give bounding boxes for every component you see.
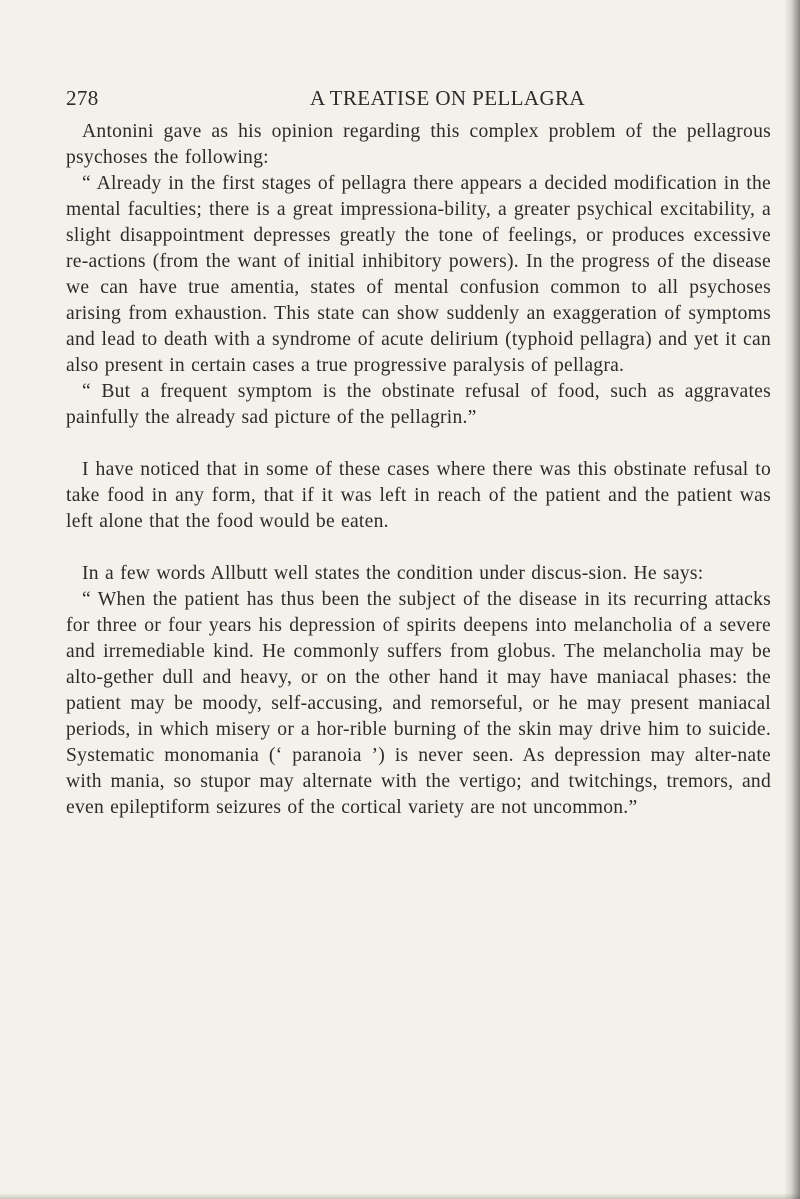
paragraph-allbutt-quote: “ When the patient has thus been the subject of the disease in its recurring attacks for three or four years his depression of spirits deepens into melancholia of a severe and irremediable kind. He commonly suffers from globus. The melancholia may be alto-gether dull and heavy, or on the other hand it may have maniacal phases: the patient may be moody, self-accusing, and remorseful, or he may present maniacal periods, in which misery or a hor-rible burning of the skin may drive him to suicide. Systematic monomania (‘ paranoia ’) is never seen. As depression may alter-nate with mania, so stupor may alternate with the vertigo; and twitchings, tremors, and even epileptiform seizures of the cortical variety are not uncommon.”	[66, 589, 771, 818]
paragraph-antonini-intro: Antonini gave as his opinion regarding this complex problem of the pellagrous psychoses the following:	[66, 121, 771, 168]
running-title: A TREATISE ON PELLAGRA	[310, 86, 586, 110]
page-bottom-shadow	[0, 1193, 800, 1199]
paragraph-allbutt-intro: In a few words Allbutt well states the condition under discus-sion. He says:	[82, 563, 704, 584]
body-text	[66, 119, 771, 821]
page-edge-shadow	[784, 0, 800, 1199]
paragraph-refusal-of-food: I have noticed that in some of these cases where there was this obstinate refusal to take food in any form, that if it was left in reach of the patient and the patient was left alone that the food would be eaten.	[66, 459, 771, 532]
paragraph-antonini-quote-end: “ But a frequent symptom is the obstinate refusal of food, such as aggravates painfully the already sad picture of the pellagrin.”	[66, 381, 771, 428]
page-number: 278	[66, 86, 99, 110]
running-header	[66, 86, 772, 112]
paragraph-antonini-quote: “ Already in the first stages of pellagra there appears a decided modification in the mental faculties; there is a great impressiona-bility, a greater psychical excitability, a slight disappointment depresses greatly the tone of feelings, or produces excessive re-actions (from the want of initial inhibitory powers). In the progress of the disease we can have true amentia, states of mental confusion common to all psychoses arising from exhaustion. This state can show suddenly an exaggeration of symptoms and lead to death with a syndrome of acute delirium (typhoid pellagra) and yet it can also present in certain cases a true progressive paralysis of pellagra.	[66, 173, 771, 376]
